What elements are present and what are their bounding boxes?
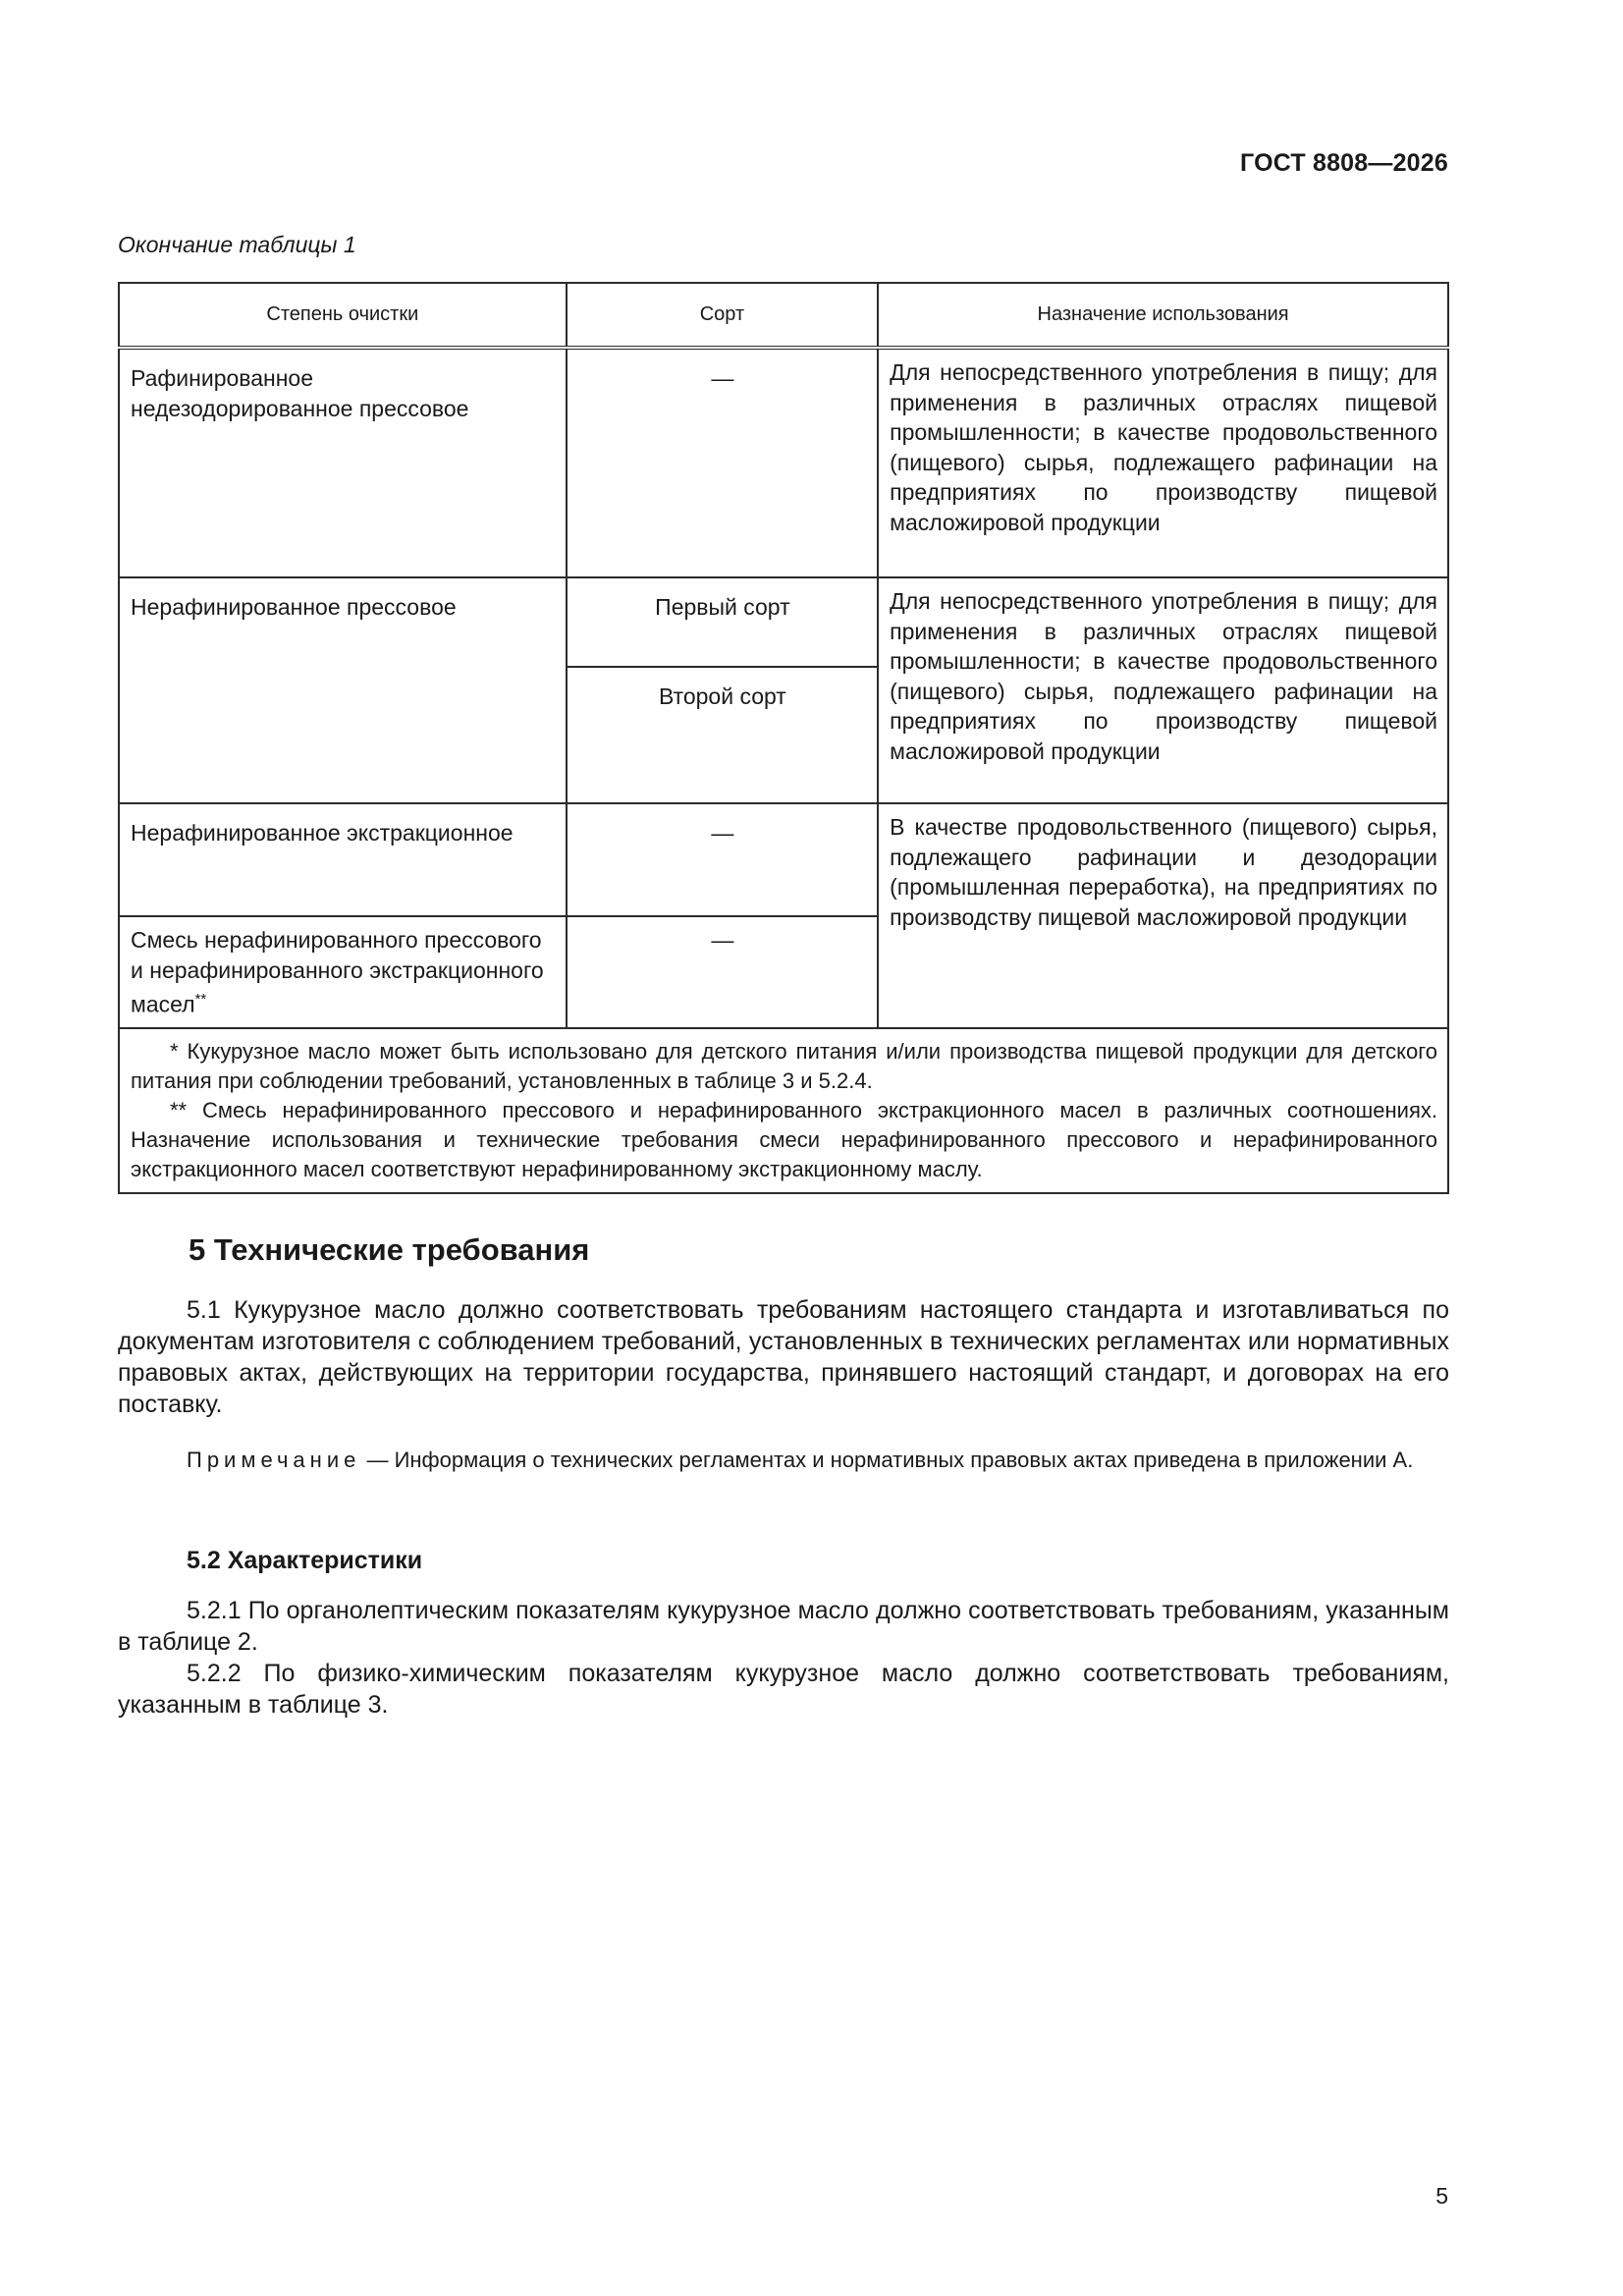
purpose-cell: Для непосредственного употребления в пищу; для применения в различных отраслях пищевой промышленности; в качестве продовольственного (пищевого) сырья, подлежащего рафинации на предприятиях по производству пищевой масложировой продукции xyxy=(890,359,1437,535)
document-code: ГОСТ 8808—2026 xyxy=(1240,149,1448,177)
degree-cell: Рафинированное недезодорированное прессовое xyxy=(131,365,469,421)
degree-cell: Нерафинированное экстракционное xyxy=(131,820,514,846)
footnote-marker: ** xyxy=(194,991,207,1008)
note-block xyxy=(118,1445,1449,1475)
purpose-cell: Для непосредственного употребления в пищу; для применения в различных отраслях пищевой промышленности; в качестве продовольственного (пищевого) сырья, подлежащего рафинации на предприятиях по производству пищевой масложировой продукции xyxy=(890,588,1437,764)
note-label: Примечание xyxy=(187,1448,361,1472)
grade-cell: — xyxy=(711,820,734,846)
footnote-1: * Кукурузное масло может быть использовано для детского питания и/или производства пищевой продукции для детского питания при соблюдении требований, установленных в таблице 3 и 5.2.4. xyxy=(131,1039,1437,1093)
table-header-row xyxy=(119,283,1448,348)
column-header-degree: Степень очистки xyxy=(119,283,567,348)
page-number: 5 xyxy=(1435,2183,1448,2209)
section-5-title: 5 Технические требования xyxy=(189,1232,590,1267)
paragraph-5-2-2: 5.2.2 По физико-химическим показателям кукурузное масло должно соответствовать требованиям, указанным в таблице 3. xyxy=(118,1660,1449,1719)
table-row xyxy=(119,803,1448,916)
grade-cell-second: Второй сорт xyxy=(658,683,786,709)
paragraph-5-2-1: 5.2.1 По органолептическим показателям кукурузное масло должно соответствовать требованиям, указанным в таблице 2. xyxy=(118,1597,1449,1656)
table-row xyxy=(119,577,1448,667)
table-1 xyxy=(118,282,1449,1194)
column-header-grade: Сорт xyxy=(567,283,878,348)
paragraph-5-1: 5.1 Кукурузное масло должно соответствовать требованиям настоящего стандарта и изготавливаться по документам изготовителя с соблюдением требований, установленных в технических регламентах или нормативных правовых актах, действующих на территории государства, принявшего настоящий стандарт, и договорах на его поставку. xyxy=(118,1296,1449,1418)
grade-cell: — xyxy=(711,927,734,953)
note-text: — Информация о технических регламентах и нормативных правовых актах приведена в приложении А. xyxy=(360,1448,1414,1472)
column-header-purpose: Назначение использования xyxy=(878,283,1448,348)
table-footnotes xyxy=(119,1028,1448,1193)
subsection-5-2-title: 5.2 Характеристики xyxy=(187,1547,423,1574)
purpose-cell: В качестве продовольственного (пищевого) сырья, подлежащего рафинации и дезодорации (промышленная переработка), на предприятиях по производству пищевой масложировой продукции xyxy=(890,814,1437,930)
table-caption: Окончание таблицы 1 xyxy=(118,232,356,257)
footnote-2: ** Смесь нерафинированного прессового и нерафинированного экстракционного масел в различных соотношениях. Назначение использования и технические требования смеси нерафинированного прессового и нерафинированного экстракционного масел соответствуют нерафинированному экстракционному маслу. xyxy=(131,1098,1437,1181)
grade-cell: — xyxy=(711,365,734,391)
table-row xyxy=(119,348,1448,577)
degree-cell: Нерафинированное прессовое xyxy=(131,594,457,620)
grade-cell-first: Первый сорт xyxy=(655,594,790,620)
degree-cell: Смесь нерафинированного прессового и нерафинированного экстракционного масел** xyxy=(131,927,544,1017)
